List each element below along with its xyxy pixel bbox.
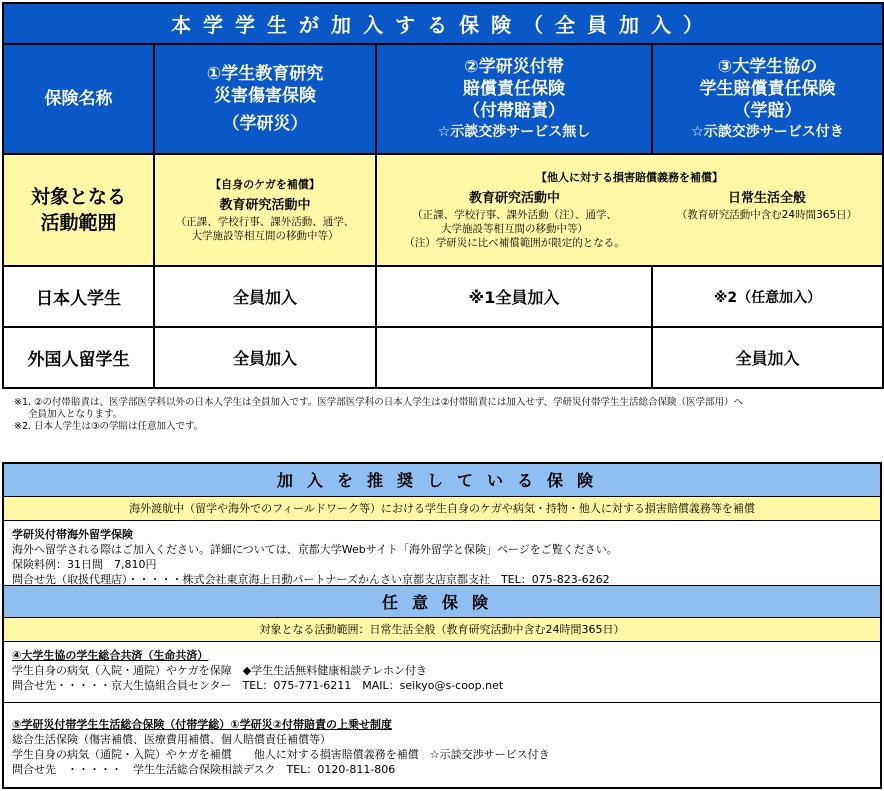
cell-foreign-gakubai: 全員加入 — [652, 327, 883, 388]
scope-activity: 教育研究活動中 — [219, 198, 311, 213]
header-line: ③大学生協の — [717, 57, 818, 77]
scope-detail: （正課、学校行事、課外活動、通学、 — [175, 216, 355, 228]
block-line: 海外へ留学される際はご加入ください。詳細については、京都大学Webサイト「海外留学と保険」ページをご覧ください。 — [12, 543, 618, 556]
scope-gakubai — [652, 190, 882, 250]
header-sub: ☆示談交渉サービス付き — [691, 124, 844, 140]
row-label-foreign: 外国人留学生 — [3, 327, 154, 388]
coop-mutual-block — [4, 642, 880, 702]
header-line: ①学生教育研究 — [206, 64, 324, 84]
header-gakkensai — [154, 44, 376, 154]
insurance-table — [2, 2, 884, 389]
footnotes — [14, 397, 872, 433]
header-line: ②学研災付帯 — [464, 57, 564, 77]
scope-label-line: 対象となる — [30, 186, 126, 208]
scope-futai-baiseki — [377, 190, 652, 250]
footnote: ※2. 日本人学生は③の学賠は任意加入です。 — [14, 421, 204, 432]
recommended-optional-section — [2, 462, 882, 789]
scope-bracket: 【他人に対する損害賠償義務を補償】 — [536, 171, 723, 184]
header-line: （学賠） — [733, 101, 802, 121]
header-line: （学研災） — [222, 114, 308, 134]
block-heading: ⑤学研災付帯学生生活総合保険（付帯学総）①学研災②付帯賠責の上乗せ制度 — [12, 718, 392, 731]
header-sub: ☆示談交渉サービス無し — [437, 124, 591, 140]
row-label-japanese: 日本人学生 — [3, 266, 154, 327]
scope-detail: 大学施設等相互間の移動中等） — [191, 230, 339, 242]
header-line: 賠償責任保険 — [463, 79, 565, 99]
scope-detail: （注）学研災に比べ補償範囲が限定的となる。 — [404, 237, 625, 249]
scope-liability — [376, 154, 883, 266]
recommended-band: 海外渡航中（留学や海外でのフィールドワーク等）における学生自身のケガや病気・持物・他人に対する損害賠償義務等を補償 — [4, 497, 880, 521]
optional-band: 対象となる活動範囲：日常生活全般（教育研究活動中含む24時間365日） — [4, 618, 880, 642]
header-line: 学生賠償責任保険 — [699, 79, 836, 99]
header-line: （付帯賠責） — [463, 101, 565, 121]
block-line: 学生自身の病気（通院・入院）やケガを補償 他人に対する損害賠償義務を補償 ☆示談交渉サービス付き — [12, 748, 550, 761]
cell-japanese-futai: ※1全員加入 — [376, 266, 652, 327]
block-heading: ④大学生協の学生総合共済（生命共済） — [12, 649, 209, 662]
scope-detail: （教育研究活動中含む24時間365日） — [676, 209, 858, 221]
block-line: 問合せ先 ・・・・・ 学生生活総合保険相談デスク TEL：0120-811-806 — [12, 763, 396, 776]
scope-activity: 教育研究活動中 — [468, 191, 560, 206]
optional-title: 任意保険 — [4, 585, 880, 618]
overseas-insurance-block — [4, 521, 880, 585]
cell-foreign-gakkensai: 全員加入 — [154, 327, 376, 388]
cell-japanese-gakubai: ※2（任意加入） — [652, 266, 883, 327]
cell-japanese-gakkensai: 全員加入 — [154, 266, 376, 327]
block-line: 総合生活保険（傷害補償、医療費用補償、個人賠償責任補償等） — [12, 733, 331, 746]
header-line: 災害傷害保険 — [214, 86, 316, 106]
scope-activity: 日常生活全般 — [727, 191, 806, 206]
insurance-name-label: 保険名称 — [3, 44, 154, 154]
scope-label — [3, 154, 154, 266]
footnote: ※1. ②の付帯賠責は、医学部医学科以外の日本人学生は全員加入です。医学部医学科の日本人学生は②付帯賠責には加入せず、学研災付帯学生生活総合保険（医学部用）へ — [14, 397, 744, 408]
header-gakubai — [652, 44, 883, 154]
table-title: 本学学生が加入する保険（全員加入） — [3, 3, 883, 44]
scope-bracket: 【自身のケガを補償】 — [210, 178, 320, 191]
scope-detail: 大学施設等相互間の移動中等） — [440, 223, 588, 235]
header-futai-baiseki — [376, 44, 652, 154]
scope-label-line: 活動範囲 — [40, 212, 117, 234]
block-heading: 学研災付帯海外留学保険 — [12, 528, 133, 541]
cell-foreign-futai — [376, 327, 652, 388]
block-line: 保険料例：31日間 7,810円 — [12, 558, 157, 571]
scope-detail: （正課、学校行事、課外活動（注）、通学、 — [412, 209, 617, 221]
scope-gakkensai — [154, 154, 376, 266]
futai-gakuso-block — [4, 702, 880, 782]
footnote: 全員加入となります。 — [28, 409, 123, 420]
block-line: 学生自身の病気（入院・通院）やケガを保障 ◆学生生活無料健康相談テレホン付き — [12, 664, 428, 677]
block-line: 問合せ先・・・・・京大生協組合員センター TEL：075-771-6211 MAIL：seikyo@s-coop.net — [12, 679, 504, 692]
block-line: 問合せ先（取扱代理店）・・・・・株式会社東京海上日動パートナーズかんさい京都支店京都支社 TEL：075-823-6262 — [12, 573, 610, 586]
recommended-title: 加入を推奨している保険 — [4, 464, 880, 497]
